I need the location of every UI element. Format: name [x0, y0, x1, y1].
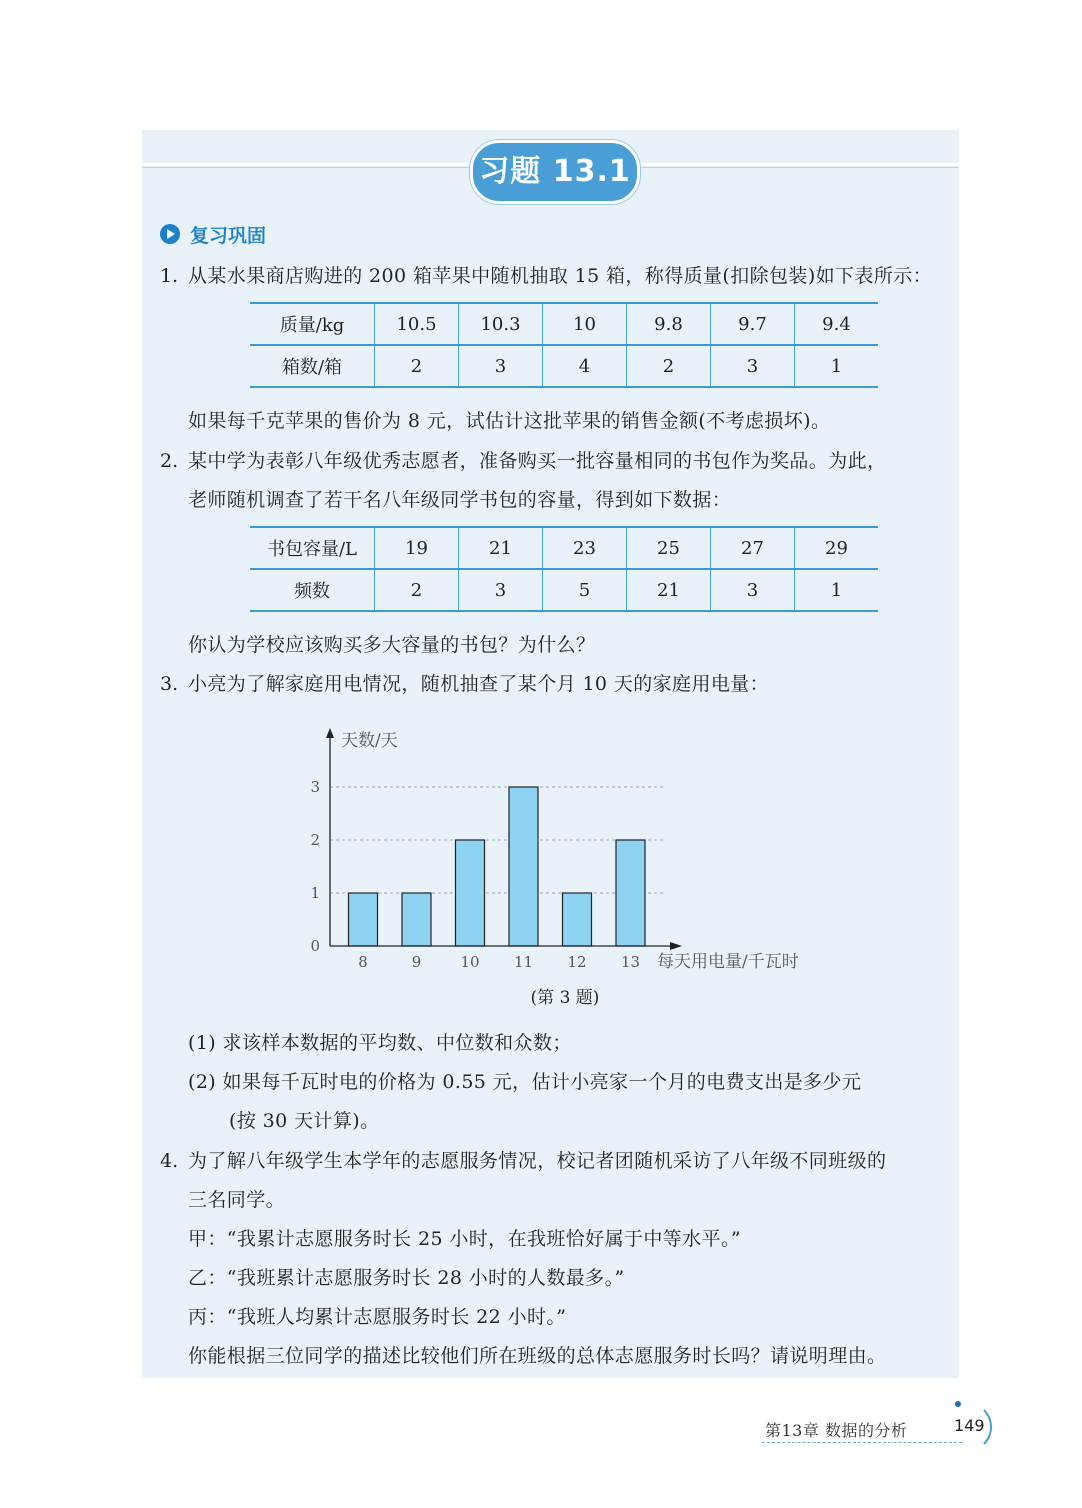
table-cell: 3 [711, 569, 795, 611]
table-row [250, 345, 878, 387]
table-header-cell: 书包容量/L [250, 527, 375, 569]
chapter-label: 第13章 数据的分析 [765, 1421, 908, 1440]
table-cell: 23 [543, 527, 627, 569]
section-heading [160, 221, 266, 247]
q3-sub2-line1: (2) 如果每千瓦时电的价格为 0.55 元，估计小亮家一个月的电费支出是多少元 [188, 1071, 862, 1093]
q1-number: 1. [160, 265, 179, 287]
q4-statement-jia: 甲：“我累计志愿服务时长 25 小时，在我班恰好属于中等水平。” [188, 1228, 741, 1250]
q4-text-line2: 三名同学。 [188, 1189, 286, 1211]
bar-9 [402, 893, 431, 946]
table-cell: 3 [711, 345, 795, 387]
x-tick-label: 8 [358, 953, 368, 971]
table-row [250, 303, 878, 345]
table-cell: 29 [795, 527, 879, 569]
x-tick-label: 9 [411, 953, 422, 971]
y-tick-label: 3 [310, 778, 320, 796]
table-cell: 10.3 [459, 303, 543, 345]
q2-followup: 你认为学校应该购买多大容量的书包？为什么？ [188, 634, 596, 656]
table-header-cell: 质量/kg [250, 303, 375, 345]
q1-table [250, 302, 878, 388]
table-cell: 1 [795, 345, 879, 387]
table-row [250, 569, 878, 611]
q3-sub2-line2: (按 30 天计算)。 [229, 1110, 380, 1132]
section-label: 复习巩固 [190, 224, 267, 247]
q1-text: 从某水果商店购进的 200 箱苹果中随机抽取 15 箱，称得质量(扣除包装)如下表所示： [188, 265, 933, 287]
table-cell: 21 [627, 569, 711, 611]
chart-caption: (第 3 题) [530, 988, 600, 1008]
table-cell: 2 [375, 569, 459, 611]
table-cell: 21 [459, 527, 543, 569]
y-tick-label: 2 [310, 831, 320, 849]
q4-question: 你能根据三位同学的描述比较他们所在班级的总体志愿服务时长吗？请说明理由。 [188, 1345, 887, 1367]
q3-number: 3. [160, 673, 179, 695]
table-cell: 27 [711, 527, 795, 569]
bar-12 [563, 893, 592, 946]
table-cell: 3 [459, 345, 543, 387]
table-cell: 19 [375, 527, 459, 569]
bar-13 [616, 840, 645, 946]
x-tick-label: 10 [460, 953, 480, 971]
table-cell: 10.5 [375, 303, 459, 345]
q2-table [250, 526, 878, 612]
table-cell: 9.4 [795, 303, 879, 345]
y-tick-label: 0 [310, 937, 320, 955]
y-axis-label: 天数/天 [341, 731, 398, 751]
page-number: 149 [954, 1416, 985, 1435]
bar-8 [349, 893, 378, 946]
table-cell: 3 [459, 569, 543, 611]
table-cell: 9.7 [711, 303, 795, 345]
q2-text-line1: 某中学为表彰八年级优秀志愿者，准备购买一批容量相同的书包作为奖品。为此， [188, 450, 887, 472]
table-cell: 2 [375, 345, 459, 387]
x-tick-label: 12 [567, 953, 587, 971]
bar-10 [456, 840, 485, 946]
q2-number: 2. [160, 450, 179, 472]
q1-followup: 如果每千克苹果的售价为 8 元，试估计这批苹果的销售金额(不考虑损坏)。 [188, 410, 831, 432]
table-header-cell: 频数 [250, 569, 375, 611]
x-tick-label: 11 [513, 953, 534, 971]
page-dot-ornament [955, 1401, 961, 1407]
y-axis-arrow [326, 728, 334, 738]
table-header-cell: 箱数/箱 [250, 345, 375, 387]
q3-sub1: (1) 求该样本数据的平均数、中位数和众数； [188, 1032, 572, 1054]
bar-11 [509, 787, 538, 946]
table-cell: 1 [795, 569, 879, 611]
table-cell: 9.8 [627, 303, 711, 345]
q4-statement-bing: 丙：“我班人均累计志愿服务时长 22 小时。” [188, 1306, 567, 1328]
x-axis-arrow [670, 942, 682, 950]
footer-rule [762, 1442, 962, 1443]
table-row [250, 527, 878, 569]
q4-number: 4. [160, 1150, 179, 1172]
table-cell: 10 [543, 303, 627, 345]
table-cell: 2 [627, 345, 711, 387]
table-cell: 4 [543, 345, 627, 387]
q2-text-line2: 老师随机调查了若干名八年级同学书包的容量，得到如下数据： [188, 489, 732, 511]
exercise-title: 习题 13.1 [470, 140, 640, 204]
q4-text-line1: 为了解八年级学生本学年的志愿服务情况，校记者团随机采访了八年级不同班级的 [188, 1150, 887, 1172]
play-icon [160, 224, 180, 244]
table-cell: 5 [543, 569, 627, 611]
x-tick-label: 13 [620, 953, 641, 971]
x-axis-label: 每天用电量/千瓦时 [657, 952, 799, 972]
q3-text: 小亮为了解家庭用电情况，随机抽查了某个月 10 天的家庭用电量： [188, 673, 770, 695]
table-cell: 25 [627, 527, 711, 569]
q4-statement-yi: 乙：“我班累计志愿服务时长 28 小时的人数最多。” [188, 1267, 625, 1289]
y-tick-label: 1 [310, 884, 320, 902]
electricity-bar-chart [300, 722, 840, 982]
